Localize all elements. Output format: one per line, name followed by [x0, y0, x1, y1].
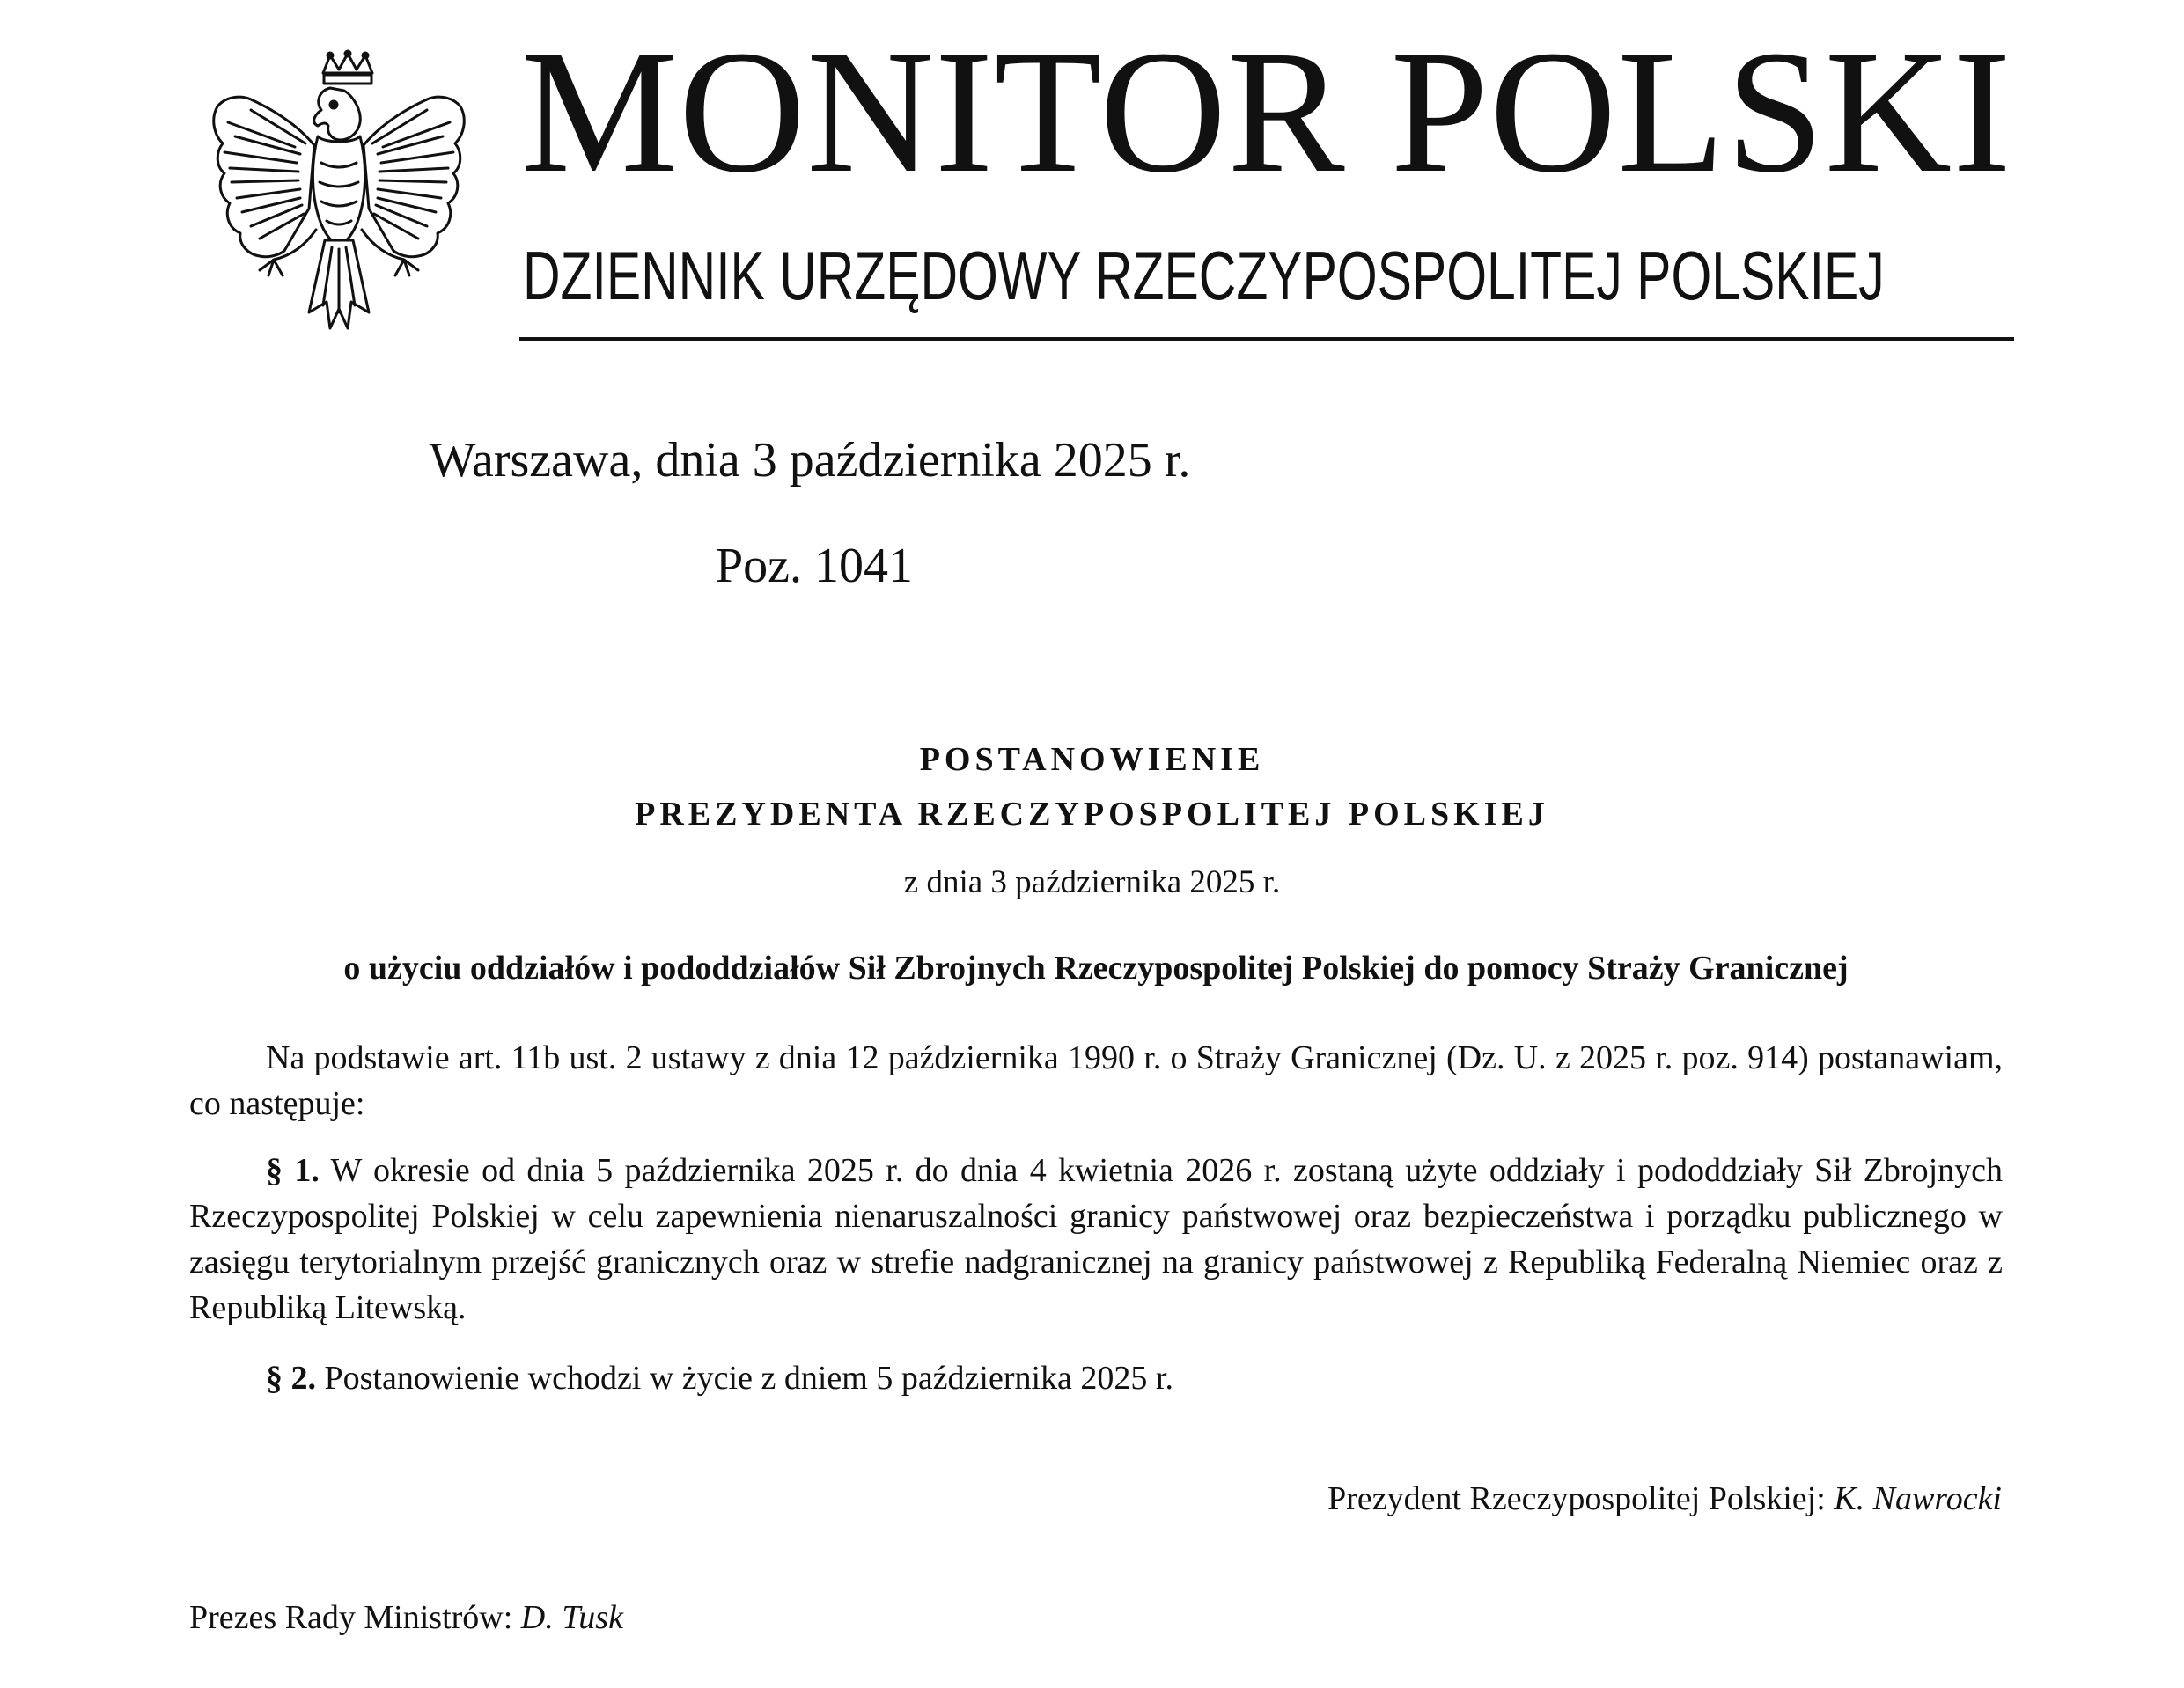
- masthead-title: MONITOR POLSKI: [521, 15, 2012, 209]
- section-1-text: W okresie od dnia 5 października 2025 r. do dnia 4 kwietnia 2026 r. zostaną użyte oddziały i pododdziały Sił Zbrojnych Rzeczypospolitej Polskiej w celu zapewnienia nienaruszalności granicy państwowej oraz bezpieczeństwa i porządku publicznego w zasięgu terytorialnym przejść granicznych oraz w strefie nadgranicznej na granicy państwowej z Republiką Federalną Niemiec oraz z Republiką Litewską.: [189, 1152, 2003, 1326]
- president-label: Prezydent Rzeczypospolitej Polskiej:: [1327, 1480, 1826, 1517]
- section-2-text: Postanowienie wchodzi w życie z dniem 5 października 2025 r.: [324, 1360, 1173, 1397]
- section-1-number: § 1.: [266, 1152, 320, 1189]
- polish-eagle-emblem-icon: [198, 48, 480, 352]
- prime-minister-label: Prezes Rady Ministrów:: [189, 1599, 513, 1636]
- masthead-subtitle: DZIENNIK URZĘDOWY RZECZYPOSPOLITEJ POLSKIEJ: [523, 237, 1885, 314]
- act-type: POSTANOWIENIE: [919, 741, 1265, 778]
- section-2-paragraph: [189, 1355, 2003, 1401]
- section-1-paragraph: [189, 1148, 2003, 1331]
- issue-place-date: Warszawa, dnia 3 października 2025 r.: [429, 433, 1191, 488]
- prime-minister-name: D. Tusk: [520, 1599, 623, 1636]
- section-2-number: § 2.: [266, 1360, 316, 1397]
- act-date: z dnia 3 października 2025 r.: [903, 864, 1281, 900]
- act-authority: PREZYDENTA RZECZYPOSPOLITEJ POLSKIEJ: [635, 796, 1549, 833]
- legal-basis-paragraph: Na podstawie art. 11b ust. 2 ustawy z dnia 12 października 1990 r. o Straży Granicznej (Dz. U. z 2025 r. poz. 914) postanawiam, co następuje:: [189, 1039, 2003, 1122]
- position-number: Poz. 1041: [716, 539, 913, 593]
- president-signature: [1327, 1476, 2002, 1522]
- president-name: K. Nawrocki: [1834, 1480, 2002, 1517]
- prime-minister-signature: [189, 1595, 623, 1640]
- act-subject: o użyciu oddziałów i pododdziałów Sił Zbrojnych Rzeczypospolitej Polskiej do pomocy Straży Granicznej: [343, 950, 1849, 987]
- masthead-divider: [519, 337, 2014, 341]
